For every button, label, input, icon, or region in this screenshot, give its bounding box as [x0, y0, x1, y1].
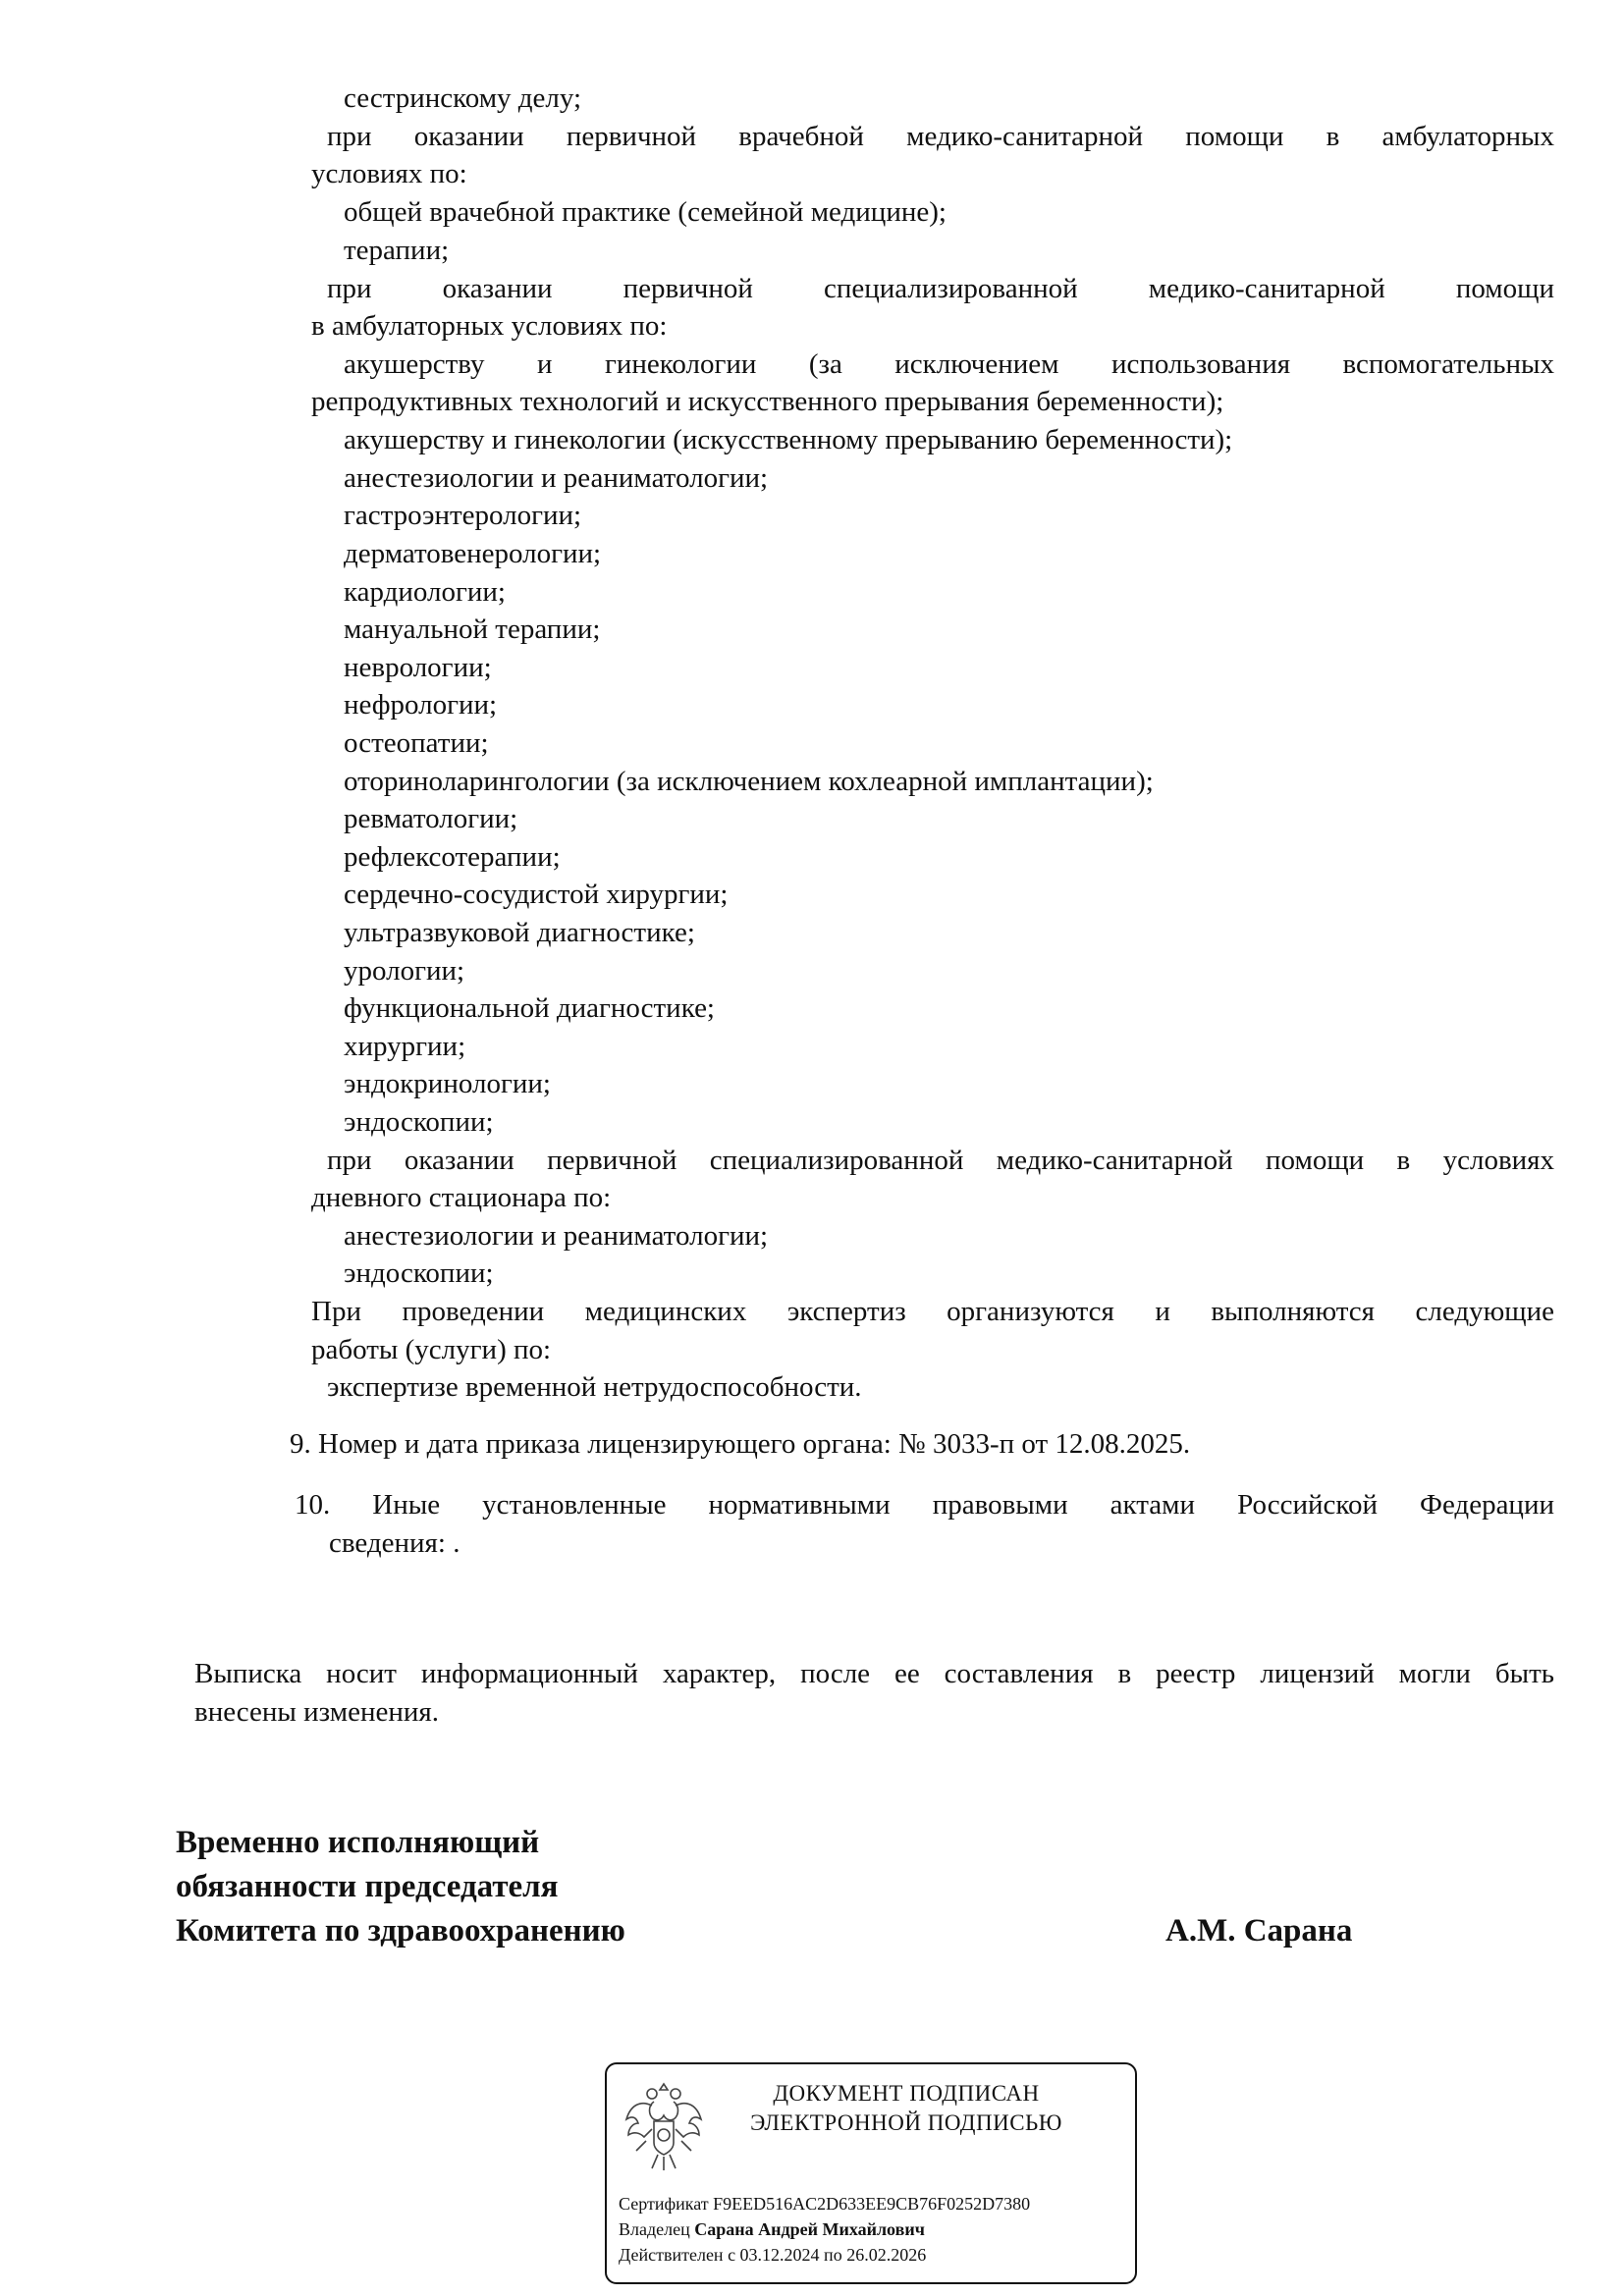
paragraph-line: При проведении медицинских экспертиз организуются и выполняются следующие	[311, 1296, 1554, 1327]
list-item: сердечно-сосудистой хирургии;	[344, 879, 729, 910]
paragraph-line: при оказании первичной специализированной медико-санитарной помощи в условиях	[327, 1145, 1554, 1176]
list-item: функциональной диагностике;	[344, 992, 715, 1024]
paragraph-line: при оказании первичной специализированной медико-санитарной помощи	[327, 273, 1554, 304]
list-item: кардиологии;	[344, 576, 506, 608]
stamp-owner	[619, 2218, 925, 2240]
list-item: общей врачебной практике (семейной медицине);	[344, 196, 947, 228]
paragraph-line: при оказании первичной врачебной медико-санитарной помощи в амбулаторных	[327, 121, 1554, 152]
signatory-position: Комитета по здравоохранению	[176, 1913, 625, 1949]
paragraph-line: в амбулаторных условиях по:	[311, 310, 668, 342]
stamp-title: ЭЛЕКТРОННОЙ ПОДПИСЬЮ	[750, 2110, 1062, 2135]
stamp-title: ДОКУМЕНТ ПОДПИСАН	[773, 2081, 1040, 2106]
certificate-label: Сертификат	[619, 2194, 709, 2214]
list-item: акушерству и гинекологии (за исключением использования вспомогательных	[344, 348, 1554, 380]
list-item-continuation: репродуктивных технологий и искусственного прерывания беременности);	[311, 386, 1224, 417]
list-item: терапии;	[344, 235, 450, 266]
signatory-name: А.М. Сарана	[1165, 1913, 1353, 1949]
list-item: неврологии;	[344, 652, 492, 683]
paragraph-line: условиях по:	[311, 158, 467, 189]
list-item: акушерству и гинекологии (искусственному прерыванию беременности);	[344, 424, 1233, 455]
list-item: хирургии;	[344, 1031, 466, 1062]
list-item: анестезиологии и реаниматологии;	[344, 1220, 769, 1252]
list-item: гастроэнтерологии;	[344, 500, 582, 531]
list-item: ревматологии;	[344, 803, 518, 834]
list-item: эндоскопии;	[344, 1106, 494, 1138]
certificate-number: F9EED516AC2D633EE9CB76F0252D7380	[713, 2194, 1031, 2214]
notice-text: внесены изменения.	[194, 1696, 439, 1728]
item-10-continuation: сведения: .	[329, 1527, 460, 1559]
owner-name: Сарана Андрей Михайлович	[694, 2219, 925, 2239]
signatory-position: обязанности председателя	[176, 1869, 559, 1904]
list-item: ультразвуковой диагностике;	[344, 917, 695, 948]
list-item: анестезиологии и реаниматологии;	[344, 462, 769, 494]
list-item: оториноларингологии (за исключением кохлеарной имплантации);	[344, 766, 1154, 797]
russia-coat-of-arms-icon	[623, 2076, 705, 2174]
owner-label: Владелец	[619, 2219, 690, 2239]
list-item: нефрологии;	[344, 689, 498, 721]
list-item: урологии;	[344, 955, 465, 987]
list-item: рефлексотерапии;	[344, 841, 561, 873]
list-item: сестринскому делу;	[344, 82, 582, 114]
list-item: экспертизе временной нетрудоспособности.	[327, 1371, 862, 1403]
stamp-validity: Действителен с 03.12.2024 по 26.02.2026	[619, 2245, 927, 2265]
item-9: 9. Номер и дата приказа лицензирующего органа: № 3033-п от 12.08.2025.	[290, 1428, 1191, 1460]
stamp-certificate	[619, 2193, 1030, 2215]
paragraph-line: дневного стационара по:	[311, 1182, 612, 1213]
list-item: мануальной терапии;	[344, 614, 601, 645]
list-item: дерматовенерологии;	[344, 538, 602, 569]
item-10: 10. Иные установленные нормативными правовыми актами Российской Федерации	[295, 1489, 1554, 1521]
signatory-position: Временно исполняющий	[176, 1825, 540, 1860]
paragraph-line: работы (услуги) по:	[311, 1334, 552, 1365]
list-item: эндокринологии;	[344, 1068, 551, 1099]
electronic-signature-stamp	[605, 2062, 1137, 2284]
notice-text: Выписка носит информационный характер, после ее составления в реестр лицензий могли быть	[194, 1658, 1554, 1689]
list-item: эндоскопии;	[344, 1257, 494, 1289]
list-item: остеопатии;	[344, 727, 489, 759]
